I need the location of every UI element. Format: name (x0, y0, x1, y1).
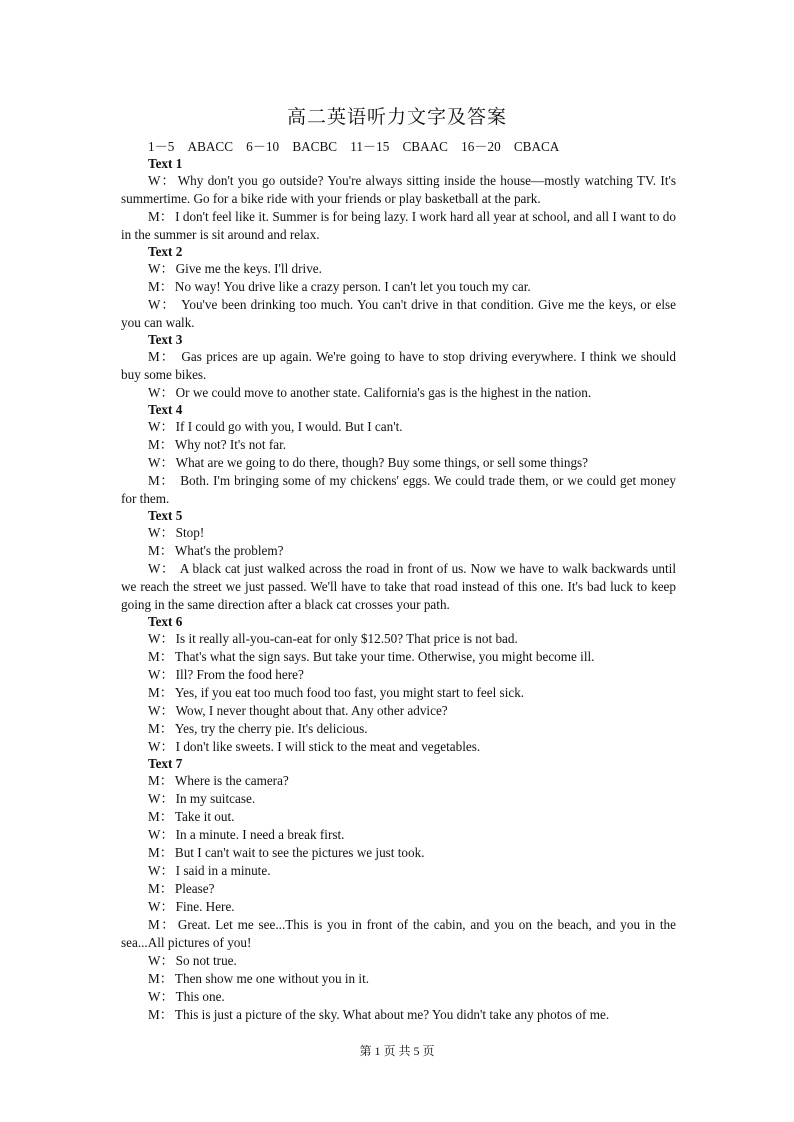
speaker-label: W： (148, 739, 174, 754)
dialogue-text: Ill? From the food here? (175, 667, 304, 682)
text-sections (121, 156, 676, 1024)
dialogue-text: So not true. (175, 953, 237, 968)
dialogue-line (121, 684, 676, 702)
speaker-label: M： (148, 1007, 173, 1022)
dialogue-line (121, 630, 676, 648)
dialogue-text: That's what the sign says. But take your time. Otherwise, you might become ill. (174, 649, 595, 664)
dialogue-line (121, 542, 676, 560)
dialogue-text: Gas prices are up again. We're going to have to stop driving everywhere. I think we should buy some bikes. (121, 349, 676, 382)
dialogue-line (121, 862, 676, 880)
page-title: 高二英语听力文字及答案 (286, 107, 507, 128)
dialogue-line (121, 454, 676, 472)
dialogue-text: Please? (174, 881, 215, 896)
dialogue-line (121, 172, 676, 208)
dialogue-text: If I could go with you, I would. But I can't. (175, 419, 403, 434)
speaker-label: W： (148, 385, 174, 400)
dialogue-text: In a minute. I need a break first. (175, 827, 345, 842)
dialogue-line (121, 970, 676, 988)
text-section-label: Text 3 (148, 332, 183, 347)
dialogue-line (121, 808, 676, 826)
speaker-label: W： (148, 173, 176, 188)
speaker-label: W： (148, 561, 175, 576)
dialogue-text: Why not? It's not far. (174, 437, 287, 452)
dialogue-line (121, 738, 676, 756)
text-section-label: Text 5 (148, 508, 183, 523)
speaker-label: M： (148, 917, 176, 932)
dialogue-line (121, 296, 676, 332)
dialogue-line (121, 702, 676, 720)
speaker-label: W： (148, 899, 174, 914)
dialogue-text: This is just a picture of the sky. What about me? You didn't take any photos of me. (174, 1007, 610, 1022)
dialogue-text: Fine. Here. (175, 899, 235, 914)
speaker-label: M： (148, 349, 176, 364)
speaker-label: W： (148, 989, 174, 1004)
dialogue-text: Stop! (175, 525, 205, 540)
dialogue-line (121, 772, 676, 790)
text-section (121, 402, 676, 508)
dialogue-line (121, 208, 676, 244)
dialogue-text: But I can't wait to see the pictures we just took. (174, 845, 425, 860)
dialogue-line (121, 260, 676, 278)
speaker-label: M： (148, 649, 173, 664)
dialogue-text: You've been drinking too much. You can't drive in that condition. Give me the keys, or else you can walk. (121, 297, 676, 330)
dialogue-line (121, 844, 676, 862)
speaker-label: M： (148, 279, 173, 294)
dialogue-text: I don't like sweets. I will stick to the meat and vegetables. (175, 739, 481, 754)
dialogue-line (121, 560, 676, 614)
text-section-label: Text 2 (148, 244, 183, 259)
dialogue-text: I said in a minute. (175, 863, 271, 878)
speaker-label: M： (148, 473, 175, 488)
speaker-label: W： (148, 863, 174, 878)
speaker-label: M： (148, 543, 173, 558)
dialogue-text: I don't feel like it. Summer is for being lazy. I work hard all year at school, and all I want to do in the summer is sit around and relax. (121, 209, 676, 242)
dialogue-text: Is it really all-you-can-eat for only $12.50? That price is not bad. (175, 631, 518, 646)
dialogue-line (121, 898, 676, 916)
dialogue-line (121, 790, 676, 808)
speaker-label: M： (148, 721, 173, 736)
speaker-label: W： (148, 419, 174, 434)
speaker-label: M： (148, 209, 174, 224)
dialogue-text: What's the problem? (174, 543, 284, 558)
dialogue-line (121, 1006, 676, 1024)
transcript-content (121, 138, 676, 1024)
dialogue-text: Take it out. (174, 809, 235, 824)
speaker-label: W： (148, 525, 174, 540)
text-section-label: Text 7 (148, 756, 183, 771)
speaker-label: M： (148, 809, 173, 824)
dialogue-line (121, 436, 676, 454)
text-section-label: Text 1 (148, 156, 183, 171)
speaker-label: W： (148, 667, 174, 682)
answer-key: 1－5 ABACC 6－10 BACBC 11－15 CBAAC 16－20 CBACA (148, 139, 560, 154)
dialogue-text: Both. I'm bringing some of my chickens' eggs. We could trade them, or we could get money for them. (121, 473, 676, 506)
text-section (121, 156, 676, 244)
dialogue-text: Where is the camera? (174, 773, 289, 788)
dialogue-line (121, 384, 676, 402)
speaker-label: W： (148, 631, 174, 646)
dialogue-text: Great. Let me see...This is you in front of the cabin, and you on the beach, and you in the sea...All pictures of you! (121, 917, 676, 950)
dialogue-text: No way! You drive like a crazy person. I can't let you touch my car. (174, 279, 531, 294)
dialogue-line (121, 826, 676, 844)
dialogue-line (121, 348, 676, 384)
speaker-label: M： (148, 437, 173, 452)
speaker-label: W： (148, 953, 174, 968)
speaker-label: M： (148, 845, 173, 860)
text-section (121, 508, 676, 614)
dialogue-line (121, 278, 676, 296)
text-section (121, 244, 676, 332)
dialogue-text: Give me the keys. I'll drive. (175, 261, 322, 276)
dialogue-line (121, 952, 676, 970)
page-footer: 第 1 页 共 5 页 (359, 1044, 435, 1058)
dialogue-text: Or we could move to another state. California's gas is the highest in the nation. (175, 385, 592, 400)
text-section (121, 332, 676, 402)
speaker-label: W： (148, 297, 176, 312)
dialogue-line (121, 666, 676, 684)
speaker-label: W： (148, 455, 174, 470)
speaker-label: M： (148, 881, 173, 896)
dialogue-line (121, 916, 676, 952)
speaker-label: W： (148, 703, 174, 718)
dialogue-text: What are we going to do there, though? Buy some things, or sell some things? (175, 455, 589, 470)
speaker-label: W： (148, 791, 174, 806)
text-section (121, 756, 676, 1024)
dialogue-text: Then show me one without you in it. (174, 971, 370, 986)
speaker-label: M： (148, 773, 173, 788)
dialogue-line (121, 880, 676, 898)
dialogue-line (121, 988, 676, 1006)
dialogue-line (121, 648, 676, 666)
dialogue-line (121, 524, 676, 542)
text-section (121, 614, 676, 756)
text-section-label: Text 6 (148, 614, 183, 629)
dialogue-text: Yes, try the cherry pie. It's delicious. (174, 721, 368, 736)
dialogue-text: Why don't you go outside? You're always sitting inside the house—mostly watching TV. It's summertime. Go for a bike ride with your friends or play basketball at the park. (121, 173, 676, 206)
speaker-label: W： (148, 827, 174, 842)
dialogue-line (121, 720, 676, 738)
dialogue-text: Yes, if you eat too much food too fast, you might start to feel sick. (174, 685, 525, 700)
dialogue-text: A black cat just walked across the road in front of us. Now we have to walk backwards until we reach the street we just passed. We'll have to take that road instead of this one. It's bad luck to keep going in the same direction after a black cat crosses your path. (121, 561, 676, 612)
speaker-label: M： (148, 971, 173, 986)
text-section-label: Text 4 (148, 402, 183, 417)
dialogue-line (121, 418, 676, 436)
dialogue-text: In my suitcase. (175, 791, 256, 806)
dialogue-text: This one. (175, 989, 225, 1004)
speaker-label: W： (148, 261, 174, 276)
speaker-label: M： (148, 685, 173, 700)
dialogue-text: Wow, I never thought about that. Any other advice? (175, 703, 448, 718)
dialogue-line (121, 472, 676, 508)
